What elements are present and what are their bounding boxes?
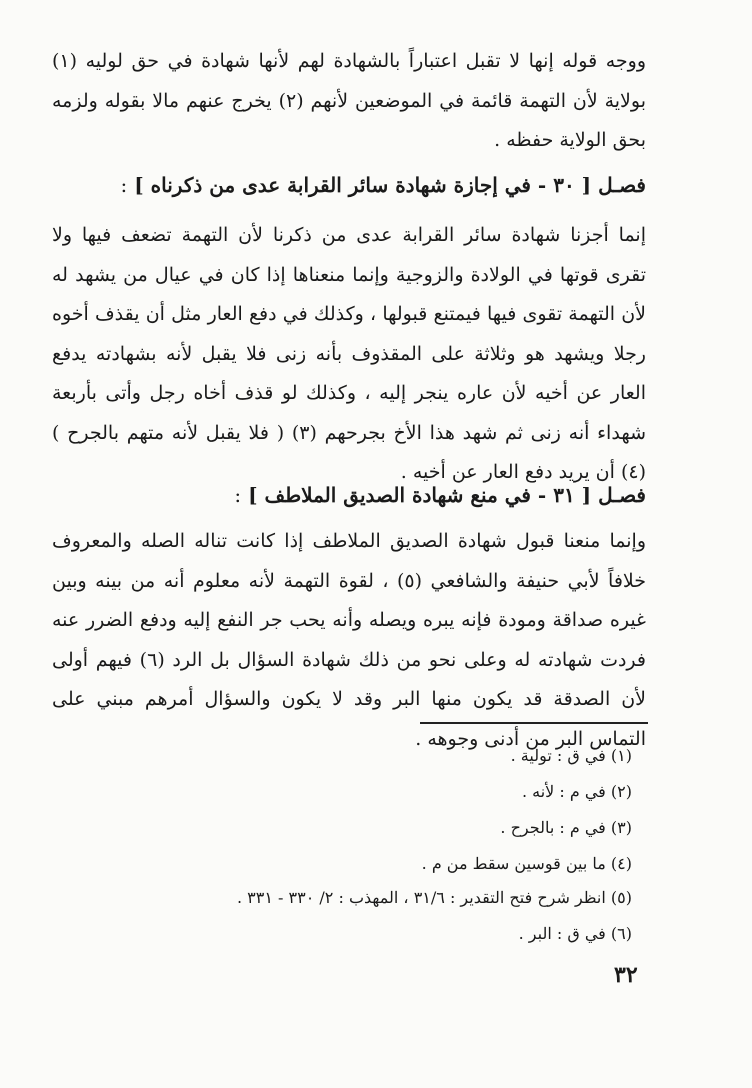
paragraph-text: وإنما منعنا قبول شهادة الصديق الملاطف إذا كانت تناله الصله والمعروف خلافاً لأبي حنيفة والشافعي (٥) ، لقوة التهمة لأنه معلوم أنه من بينه وبين غيره صداقة ومودة فإنه يبره ويصله وأنه يحب جر النفع إليه ودفع الضرر عنه فردت شهادته له وعلى نحو من ذلك شهادة السؤال بل الرد (٦) فيهم أولى لأن الصدقة قد يكون منها البر وقد لا يكون والسؤال أمرهم مبني على التماس البر من أدنى وجوهه . <box>52 530 646 750</box>
section-heading-31 <box>234 480 646 510</box>
footnote-5: (٥) انظر شرح فتح التقدير : ٣١/٦ ، المهذب : ٢/ ٣٣٠ - ٣٣١ . <box>236 888 632 907</box>
section-heading-30 <box>121 170 646 200</box>
footnote-6: (٦) في ق : البر . <box>518 924 632 943</box>
footnote-4: (٤) ما بين قوسين سقط من م . <box>421 854 632 873</box>
heading-text: فصـل [ ٣٠ - في إجازة شهادة سائر القرابة عدى من ذكرناه ] <box>134 173 646 197</box>
footnote-1: (١) في ق : تولية . <box>510 746 632 765</box>
heading-text: فصـل [ ٣١ - في منع شهادة الصديق الملاطف ] <box>248 483 646 507</box>
paragraph-2 <box>52 216 646 493</box>
footnote-3: (٣) في م : بالجرح . <box>500 818 632 837</box>
paragraph-text: إنما أجزنا شهادة سائر القرابة عدى من ذكرنا لأن التهمة تضعف فيها ولا تقرى قوتها في الولادة والزوجية وإنما منعناها إذا كان في عيال من يشهد له لأن التهمة تقوى فيها فيمتنع قبولها ، وكذلك في دفع العار مثل أن يقذف أخوه رجلا ويشهد هو وثلاثة على المقذوف بأنه زنى فلا يقبل لأنه بشهادته يدفع العار عن أخيه لأن عاره ينجر إليه ، وكذلك لو قذف أخاه رجل وأتى بأربعة شهداء أنه زنى ثم شهد هذا الأخ بجرحهم (٣) ( فلا يقبل لأنه متهم بالجرح ) (٤) أن يريد دفع العار عن أخيه . <box>52 224 646 483</box>
page-number: ٣٢ <box>614 962 638 988</box>
footnote-2: (٢) في م : لأنه . <box>521 782 632 801</box>
paragraph-1 <box>52 42 646 161</box>
heading-colon: : <box>120 173 128 197</box>
heading-colon: : <box>234 483 242 507</box>
footnote-separator <box>420 722 648 724</box>
paragraph-text: ووجه قوله إنها لا تقبل اعتباراً بالشهادة لهم لأنها شهادة في حق لوليه (١) بولاية لأن التهمة قائمة في الموضعين لأنهم (٢) يخرج عنهم مالا بقوله ولزمه بحق الولاية حفظه . <box>52 50 646 151</box>
